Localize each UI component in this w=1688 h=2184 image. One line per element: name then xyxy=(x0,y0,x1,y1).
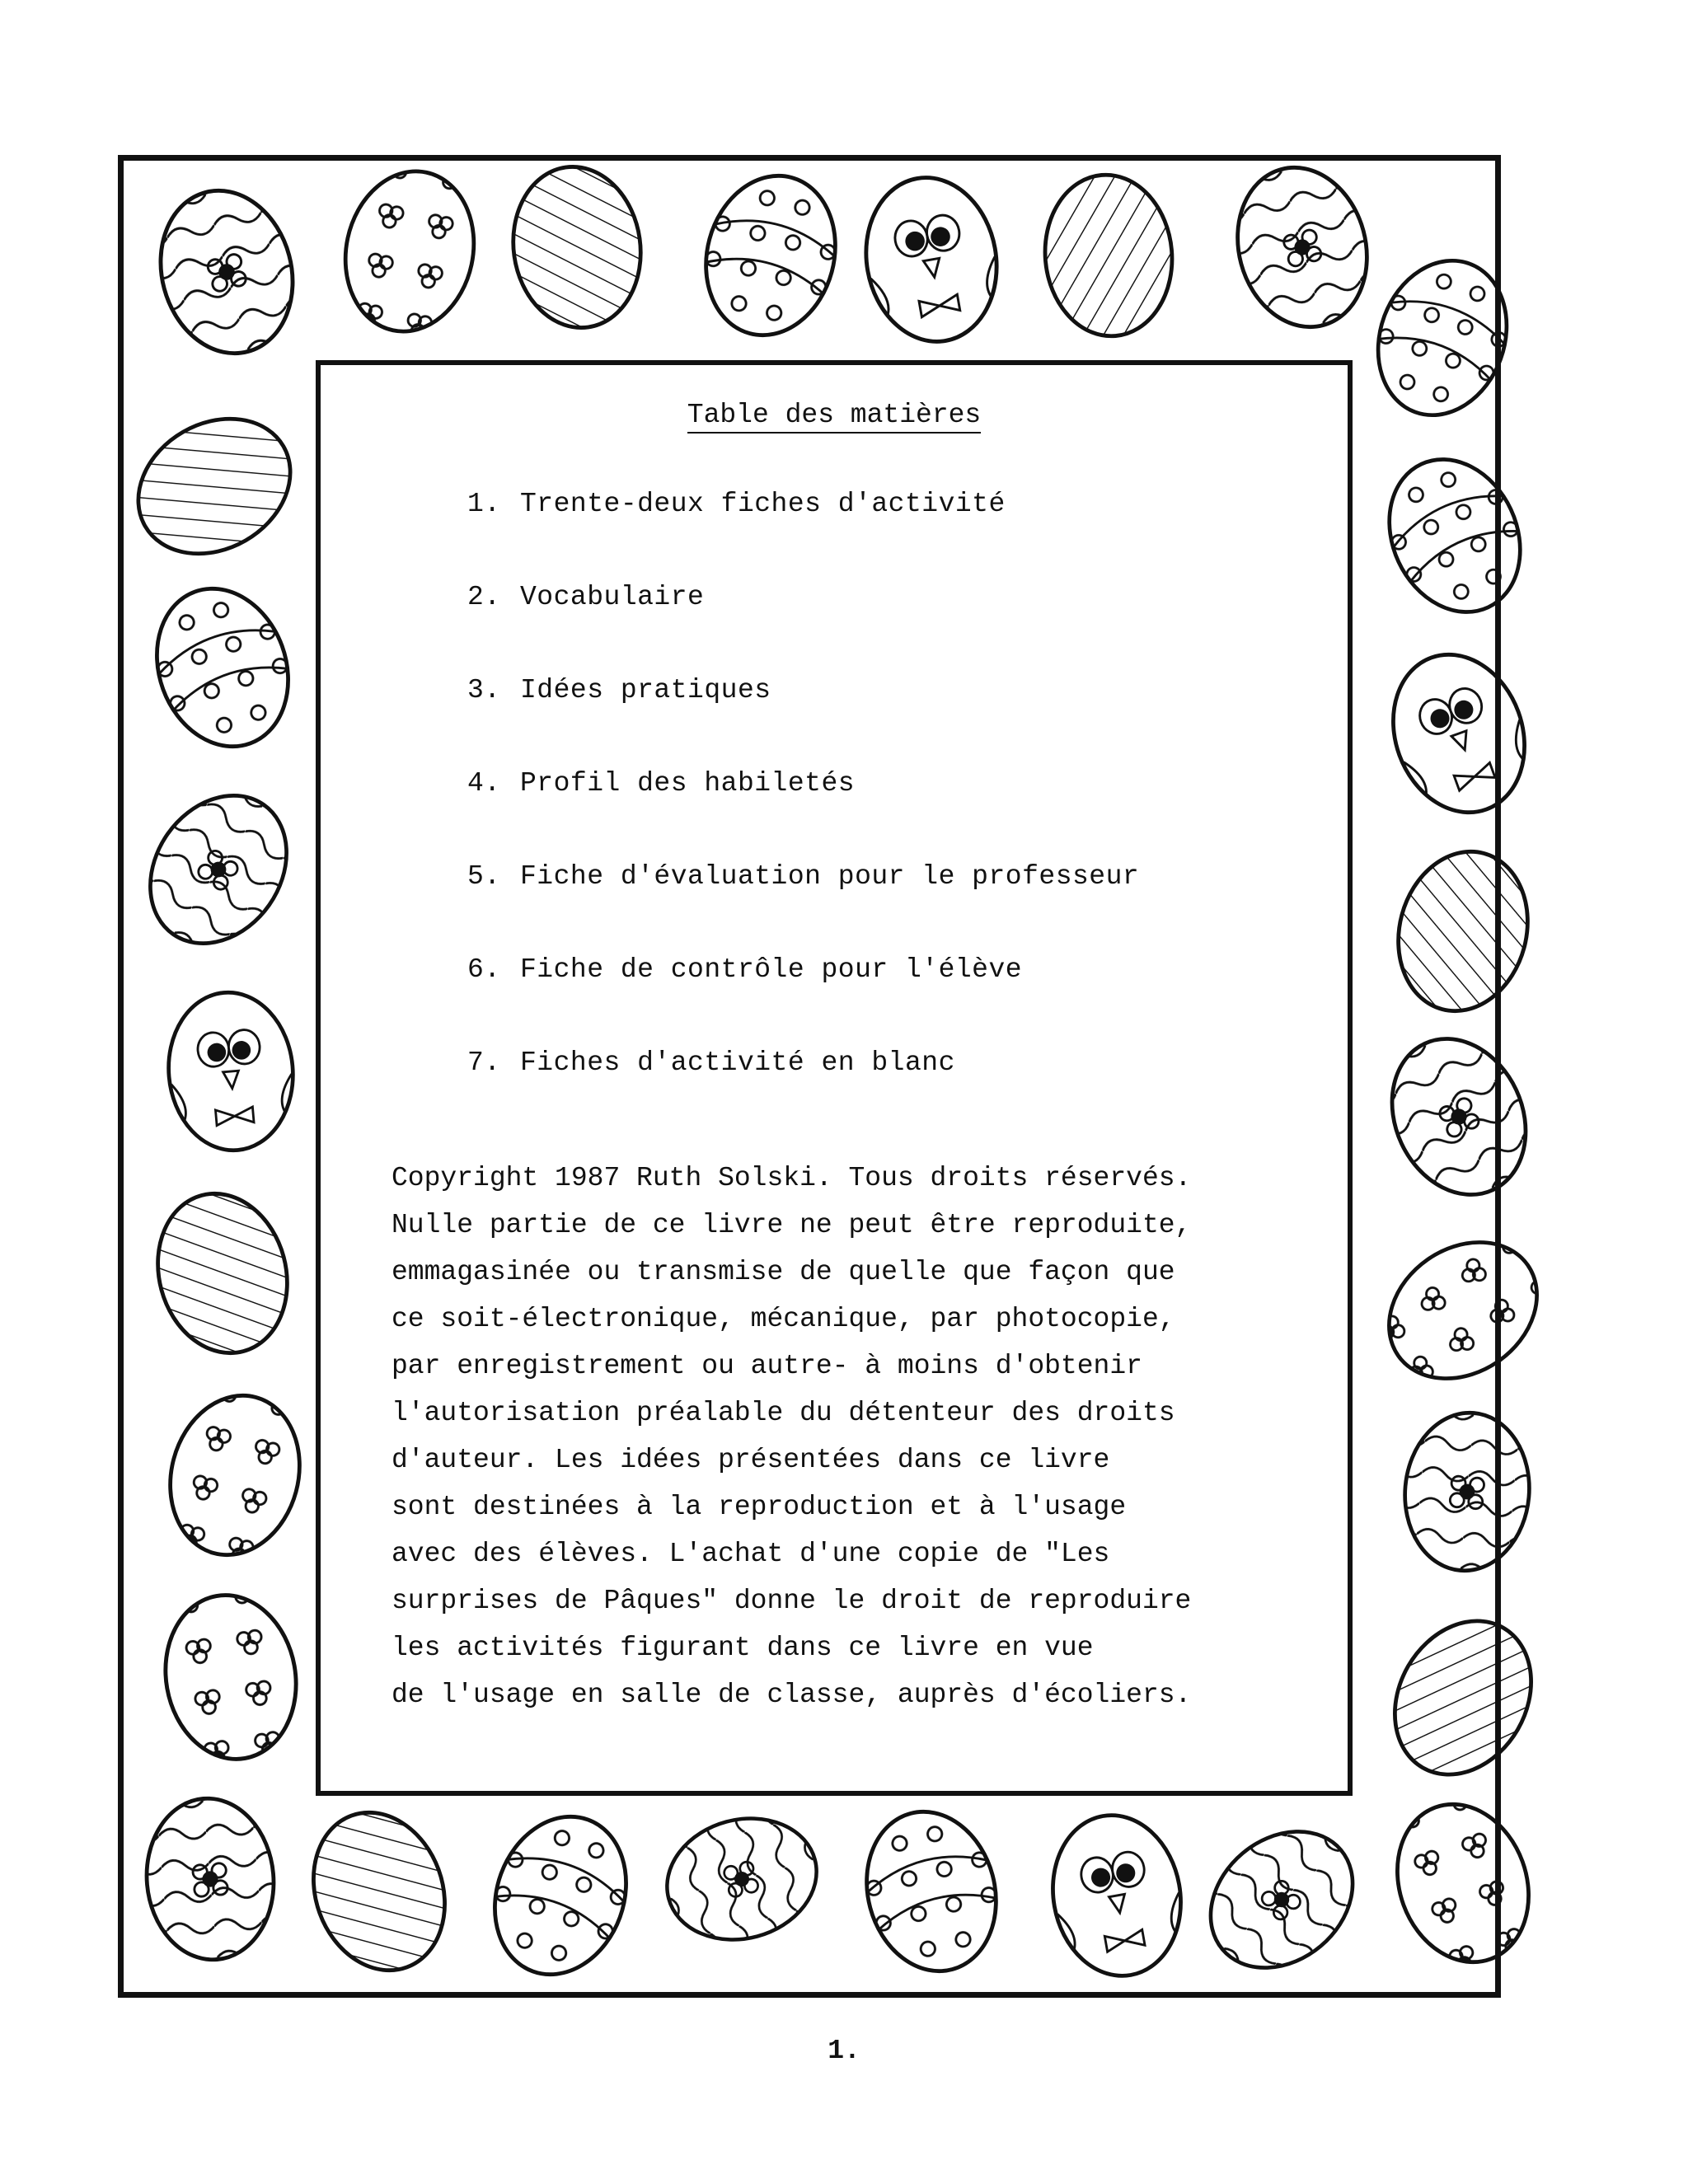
page-number: 1. xyxy=(828,2036,860,2066)
toc-item xyxy=(467,489,1139,582)
table-of-contents-heading xyxy=(321,400,1348,430)
copyright-line: ce soit-électronique, mécanique, par photocopie, xyxy=(392,1304,1175,1334)
toc-item-number: 4. xyxy=(467,768,501,799)
copyright-line: Nulle partie de ce livre ne peut être reproduite, xyxy=(392,1210,1192,1240)
toc-item-number: 2. xyxy=(467,582,501,612)
toc-item-number: 6. xyxy=(467,954,501,985)
toc-item-number: 3. xyxy=(467,675,501,705)
toc-item-number: 1. xyxy=(467,489,501,519)
copyright-line: d'auteur. Les idées présentées dans ce livre xyxy=(392,1445,1110,1475)
copyright-notice xyxy=(392,1155,1331,1718)
copyright-line: par enregistrement ou autre- à moins d'obtenir xyxy=(392,1351,1142,1381)
toc-list xyxy=(467,489,1139,1141)
toc-item xyxy=(467,1047,1139,1141)
toc-item-number: 7. xyxy=(467,1047,501,1078)
copyright-line: emmagasinée ou transmise de quelle que façon que xyxy=(392,1257,1175,1287)
copyright-line: sont destinées à la reproduction et à l'usage xyxy=(392,1492,1127,1522)
toc-item xyxy=(467,675,1139,768)
toc-item xyxy=(467,954,1139,1047)
content-box xyxy=(316,360,1353,1796)
copyright-line: l'autorisation préalable du détenteur des droits xyxy=(392,1398,1175,1428)
toc-item xyxy=(467,768,1139,861)
toc-item-label: Fiches d'activité en blanc xyxy=(520,1047,955,1078)
toc-item-number: 5. xyxy=(467,861,501,892)
toc-item-label: Vocabulaire xyxy=(520,582,705,612)
copyright-line: surprises de Pâques" donne le droit de reproduire xyxy=(392,1586,1192,1616)
toc-item-label: Fiche de contrôle pour l'élève xyxy=(520,954,1023,985)
copyright-line: avec des élèves. L'achat d'une copie de "Les xyxy=(392,1539,1110,1569)
toc-item xyxy=(467,582,1139,675)
copyright-line: les activités figurant dans ce livre en vue xyxy=(392,1633,1094,1663)
copyright-line: de l'usage en salle de classe, auprès d'écoliers. xyxy=(392,1680,1192,1710)
toc-item xyxy=(467,861,1139,954)
toc-item-label: Idées pratiques xyxy=(520,675,771,705)
toc-item-label: Trente-deux fiches d'activité xyxy=(520,489,1006,519)
toc-item-label: Profil des habiletés xyxy=(520,768,856,799)
toc-title-text: Table des matières xyxy=(687,400,981,434)
copyright-line: Copyright 1987 Ruth Solski. Tous droits réservés. xyxy=(392,1163,1192,1193)
toc-item-label: Fiche d'évaluation pour le professeur xyxy=(520,861,1140,892)
